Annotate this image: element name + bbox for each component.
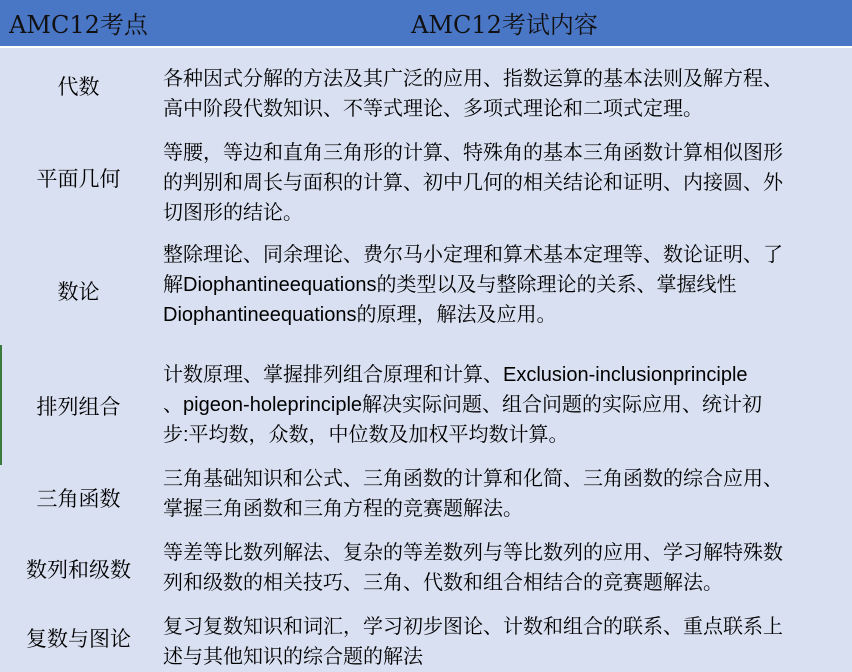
row-topic: 数论 <box>57 281 100 304</box>
row-content: 等差等比数列解法、复杂的等差数列与等比数列的应用、学习解特殊数 列和级数的相关技巧、三角、代数和组合相结合的竞赛题解法。 <box>163 542 783 594</box>
row-content: 等腰，等边和直角三角形的计算、特殊角的基本三角函数计算相似图形 的判别和周长与面积的计算、初中几何的相关结论和证明、内接圆、外 切图形的结论。 <box>163 142 783 224</box>
row-content: 计数原理、掌握排列组合原理和计算、Exclusion-inclusionprinciple 、pigeon-holeprinciple解决实际问题、组合问题的实际应用、统计初 步:平均数，众数，中位数及加权平均数计算。 <box>163 364 763 446</box>
row-topic: 平面几何 <box>36 168 121 191</box>
table-row-number-theory <box>0 232 852 350</box>
row-content: 整除理论、同余理论、费尔马小定理和算术基本定理等、数论证明、了 解Diophantineequations的类型以及与整除理论的关系、掌握线性 Diophantineequations的原理，解法及应用。 <box>163 244 783 326</box>
header-content-label: AMC12考试内容 <box>411 11 598 39</box>
table-header <box>0 0 852 48</box>
table-row-plane-geometry <box>0 124 852 232</box>
row-content: 复习复数知识和词汇，学习初步图论、计数和组合的联系、重点联系上 述与其他知识的综合题的解法 <box>163 616 783 668</box>
row-topic: 三角函数 <box>36 488 121 511</box>
table-row-sequences-series <box>0 534 852 604</box>
row-content: 各种因式分解的方法及其广泛的应用、指数运算的基本法则及解方程、 高中阶段代数知识、不等式理论、多项式理论和二项式定理。 <box>163 68 783 120</box>
row-topic: 复数与图论 <box>26 628 131 651</box>
table-row-combinatorics <box>0 350 852 462</box>
table-row-algebra <box>0 48 852 124</box>
row-topic: 排列组合 <box>36 396 121 419</box>
header-topic-label: AMC12考点 <box>9 11 148 39</box>
row-topic: 代数 <box>57 76 100 99</box>
table-row-trigonometry <box>0 462 852 534</box>
left-edge-accent <box>0 345 2 465</box>
row-topic: 数列和级数 <box>26 559 131 582</box>
row-content: 三角基础知识和公式、三角函数的计算和化简、三角函数的综合应用、 掌握三角函数和三角方程的竞赛题解法。 <box>163 468 783 520</box>
table-row-complex-graph <box>0 604 852 672</box>
